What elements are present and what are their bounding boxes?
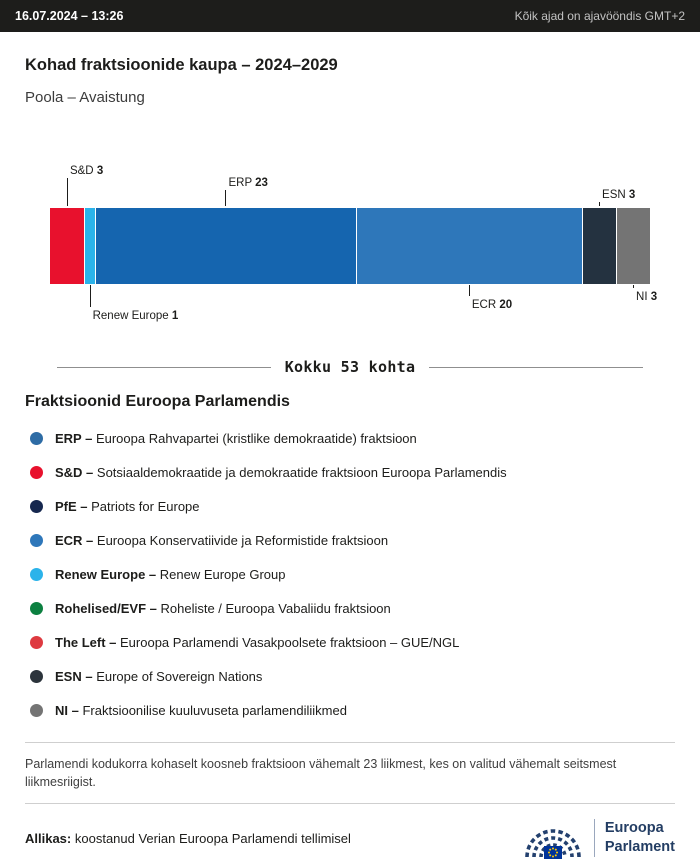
segment-label-s-d: S&D 3 <box>69 165 104 177</box>
legend-label: The Left – Euroopa Parlamendi Vasakpoolsete fraktsioon – GUE/NGL <box>55 634 460 650</box>
callout-line-s-d <box>67 178 68 206</box>
callout-line-renew-europe <box>90 285 91 307</box>
segment-label-ecr: ECR 20 <box>471 299 513 311</box>
legend-color-dot <box>30 534 43 547</box>
page-title: Kohad fraktsioonide kaupa – 2024–2029 <box>25 56 338 74</box>
legend-title: Fraktsioonid Euroopa Parlamendis <box>25 393 290 410</box>
callout-line-ecr <box>469 285 470 296</box>
page-content <box>0 56 700 864</box>
divider-line-right <box>429 367 643 368</box>
legend-list <box>25 421 675 727</box>
bar-segment-ni <box>616 208 650 284</box>
legend-item-esn <box>25 659 675 693</box>
legend-item-erp <box>25 421 675 455</box>
source-text: koostanud Verian Euroopa Parlamendi tellimisel <box>74 830 351 846</box>
total-seats-label: Kokku 53 kohta <box>284 358 416 376</box>
logo-line1: Euroopa <box>604 820 664 837</box>
bar-segment-esn <box>582 208 616 284</box>
callout-line-esn <box>599 202 600 206</box>
legend-color-dot <box>30 670 43 683</box>
top-bar <box>0 0 700 32</box>
legend-label: ERP – Euroopa Rahvapartei (kristlike demokraatide) fraktsioon <box>55 430 417 446</box>
segment-label-ni: NI 3 <box>636 291 658 303</box>
europarl-hemicycle-icon <box>522 815 584 861</box>
divider-line-left <box>57 367 271 368</box>
legend-item-renew-europe <box>25 557 675 591</box>
callout-line-ni <box>633 285 634 288</box>
source-line <box>25 831 351 846</box>
source-label: Allikas: <box>25 830 72 846</box>
logo-wordmark <box>605 819 675 857</box>
footnote-rule-bottom <box>25 803 675 804</box>
callout-line-erp <box>225 190 226 206</box>
logo-divider <box>594 819 595 857</box>
europarl-logo <box>522 815 675 861</box>
legend-color-dot <box>30 636 43 649</box>
footnote-rule-top <box>25 742 675 743</box>
legend-label: PfE – Patriots for Europe <box>55 498 200 514</box>
bar-segment-renew-europe <box>84 208 95 284</box>
legend-label: S&D – Sotsiaaldemokraatide ja demokraatide fraktsioon Euroopa Parlamendis <box>55 464 507 480</box>
bar-segment-s-d <box>50 208 84 284</box>
timezone-note: Kõik ajad on ajavööndis GMT+2 <box>514 9 685 23</box>
legend-label: ESN – Europe of Sovereign Nations <box>55 668 263 684</box>
page-footer <box>25 812 675 864</box>
legend-item-pfe <box>25 489 675 523</box>
segment-label-erp: ERP 23 <box>228 177 268 189</box>
legend-item-ni <box>25 693 675 727</box>
seat-chart <box>50 164 658 332</box>
bar-segment-ecr <box>356 208 582 284</box>
bar-segment-erp <box>95 208 355 284</box>
logo-line2: Parlament <box>604 839 675 856</box>
segment-label-renew-europe: Renew Europe 1 <box>92 310 179 322</box>
legend-color-dot <box>30 602 43 615</box>
legend-label: Rohelised/EVF – Roheliste / Euroopa Vabaliidu fraktsioon <box>55 600 391 616</box>
legend-item-rohelised-evf <box>25 591 675 625</box>
legend-label: ECR – Euroopa Konservatiivide ja Reformistide fraktsioon <box>55 532 389 548</box>
legend-item-s-d <box>25 455 675 489</box>
total-seats-divider <box>57 358 643 376</box>
legend-color-dot <box>30 704 43 717</box>
datetime-label: 16.07.2024 – 13:26 <box>15 9 124 23</box>
legend-label: Renew Europe – Renew Europe Group <box>55 566 286 582</box>
page-subtitle: Poola – Avaistung <box>25 89 145 106</box>
legend-color-dot <box>30 466 43 479</box>
legend-color-dot <box>30 500 43 513</box>
footnote-text: Parlamendi kodukorra kohaselt koosneb fraktsioon vähemalt 23 liikmest, kes on valitud vähemalt seitsmest liikmesriigist. <box>25 757 617 790</box>
legend-color-dot <box>30 568 43 581</box>
legend-item-the-left <box>25 625 675 659</box>
legend-label: NI – Fraktsioonilise kuuluvuseta parlamendiliikmed <box>55 702 347 718</box>
legend-color-dot <box>30 432 43 445</box>
legend-item-ecr <box>25 523 675 557</box>
segment-label-esn: ESN 3 <box>602 189 636 201</box>
